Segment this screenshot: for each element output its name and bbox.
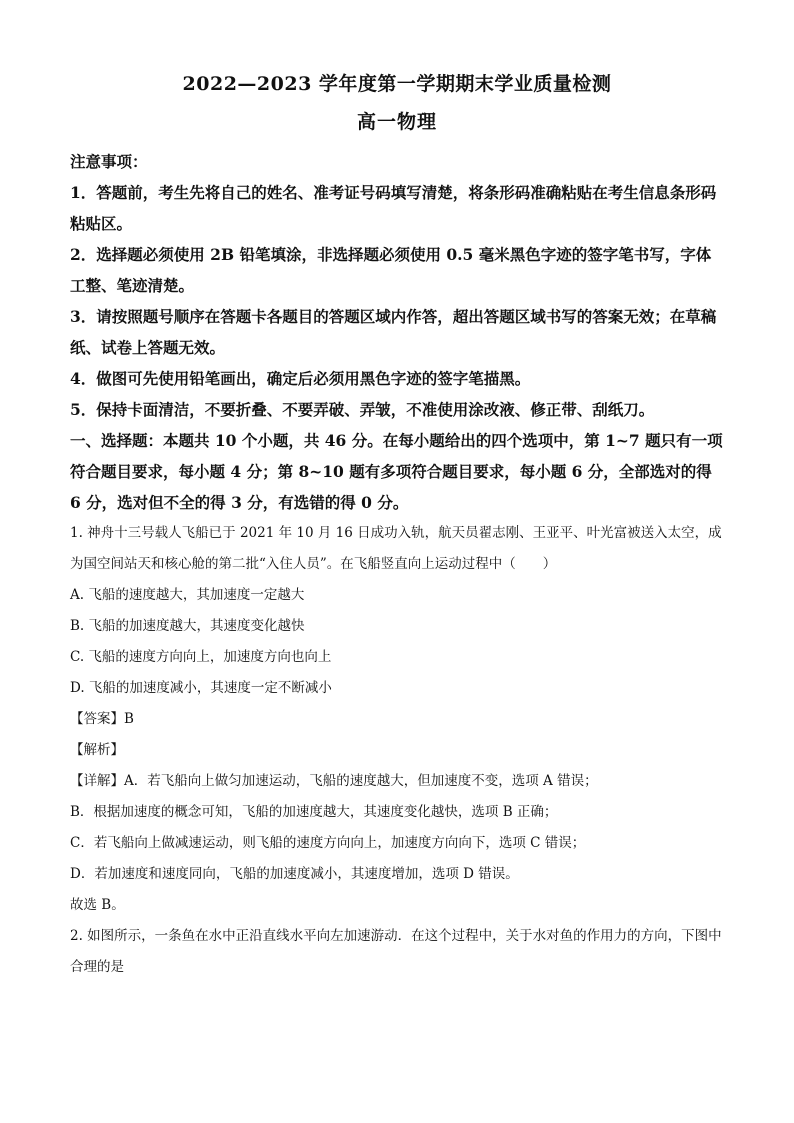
question-1-detail-a: 【详解】A．若飞船向上做匀加速运动，飞船的速度越大，但加速度不变，选项 A 错误； [70,773,598,789]
notice-item-2: 2．选择题必须使用 2B 铅笔填涂，非选择题必须使用 0.5 毫米黑色字迹的签字笔书写，字体工整、笔迹清楚。 [70,245,712,295]
question-1-option-a: A. 飞船的速度越大，其加速度一定越大 [70,587,305,603]
question-1 [70,518,724,921]
question-1-option-b: B. 飞船的加速度越大，其速度变化越快 [70,618,305,634]
question-1-detail-c: C．若飞船向上做减速运动，则飞船的速度方向向上，加速度方向向下，选项 C 错误； [70,835,586,851]
notice-item-4: 4．做图可先使用铅笔画出，确定后必须用黑色字迹的签字笔描黑。 [70,369,531,388]
question-1-analysis-heading: 【解析】 [70,742,124,758]
section-1-intro: 一、选择题：本题共 10 个小题，共 46 分。在每小题给出的四个选项中，第 1~7 题只有一项符合题目要求，每小题 4 分；第 8~10 题有多项符合题目要求，每小题 6 分，全部选对的得 6 分，选对但不全的得 3 分，有选错的得 0 分。 [70,431,723,512]
question-1-answer: 【答案】B [70,711,134,727]
question-1-detail-d: D．若加速度和速度同向，飞船的加速度减小，其速度增加，选项 D 错误。 [70,866,519,882]
notice-heading: 注意事项： [70,152,148,171]
question-1-conclusion: 故选 B。 [70,897,125,913]
notice-item-1: 1．答题前，考生先将自己的姓名、准考证号码填写清楚，将条形码准确粘贴在考生信息条形码粘贴区。 [70,183,717,233]
notice-item-5: 5．保持卡面清洁，不要折叠、不要弄破、弄皱，不准使用涂改液、修正带、刮纸刀。 [70,400,655,419]
question-1-detail-b: B．根据加速度的概念可知，飞船的加速度越大，其速度变化越快，选项 B 正确； [70,804,558,820]
question-1-stem: 1. 神舟十三号载人飞船已于 2021 年 10 月 16 日成功入轨，航天员翟志刚、王亚平、叶光富被送入太空，成为国空间站天和核心舱的第二批“入住人员”。在飞船竖直向上运动过程中（ ） [70,525,722,572]
question-1-option-c: C. 飞船的速度方向向上，加速度方向也向上 [70,649,332,665]
exam-title: 2022—2023 学年度第一学期期末学业质量检测 [182,73,612,95]
exam-subject: 高一物理 [356,111,437,133]
question-2-stem: 2. 如图所示，一条鱼在水中正沿直线水平向左加速游动．在这个过程中，关于水对鱼的作用力的方向，下图中合理的是 [70,928,722,975]
notice-item-3: 3．请按照题号顺序在答题卡各题目的答题区域内作答，超出答题区域书写的答案无效；在草稿纸、试卷上答题无效。 [70,307,717,357]
question-2 [70,921,724,983]
notice-section [70,146,724,425]
question-1-option-d: D. 飞船的加速度减小，其速度一定不断减小 [70,680,332,696]
